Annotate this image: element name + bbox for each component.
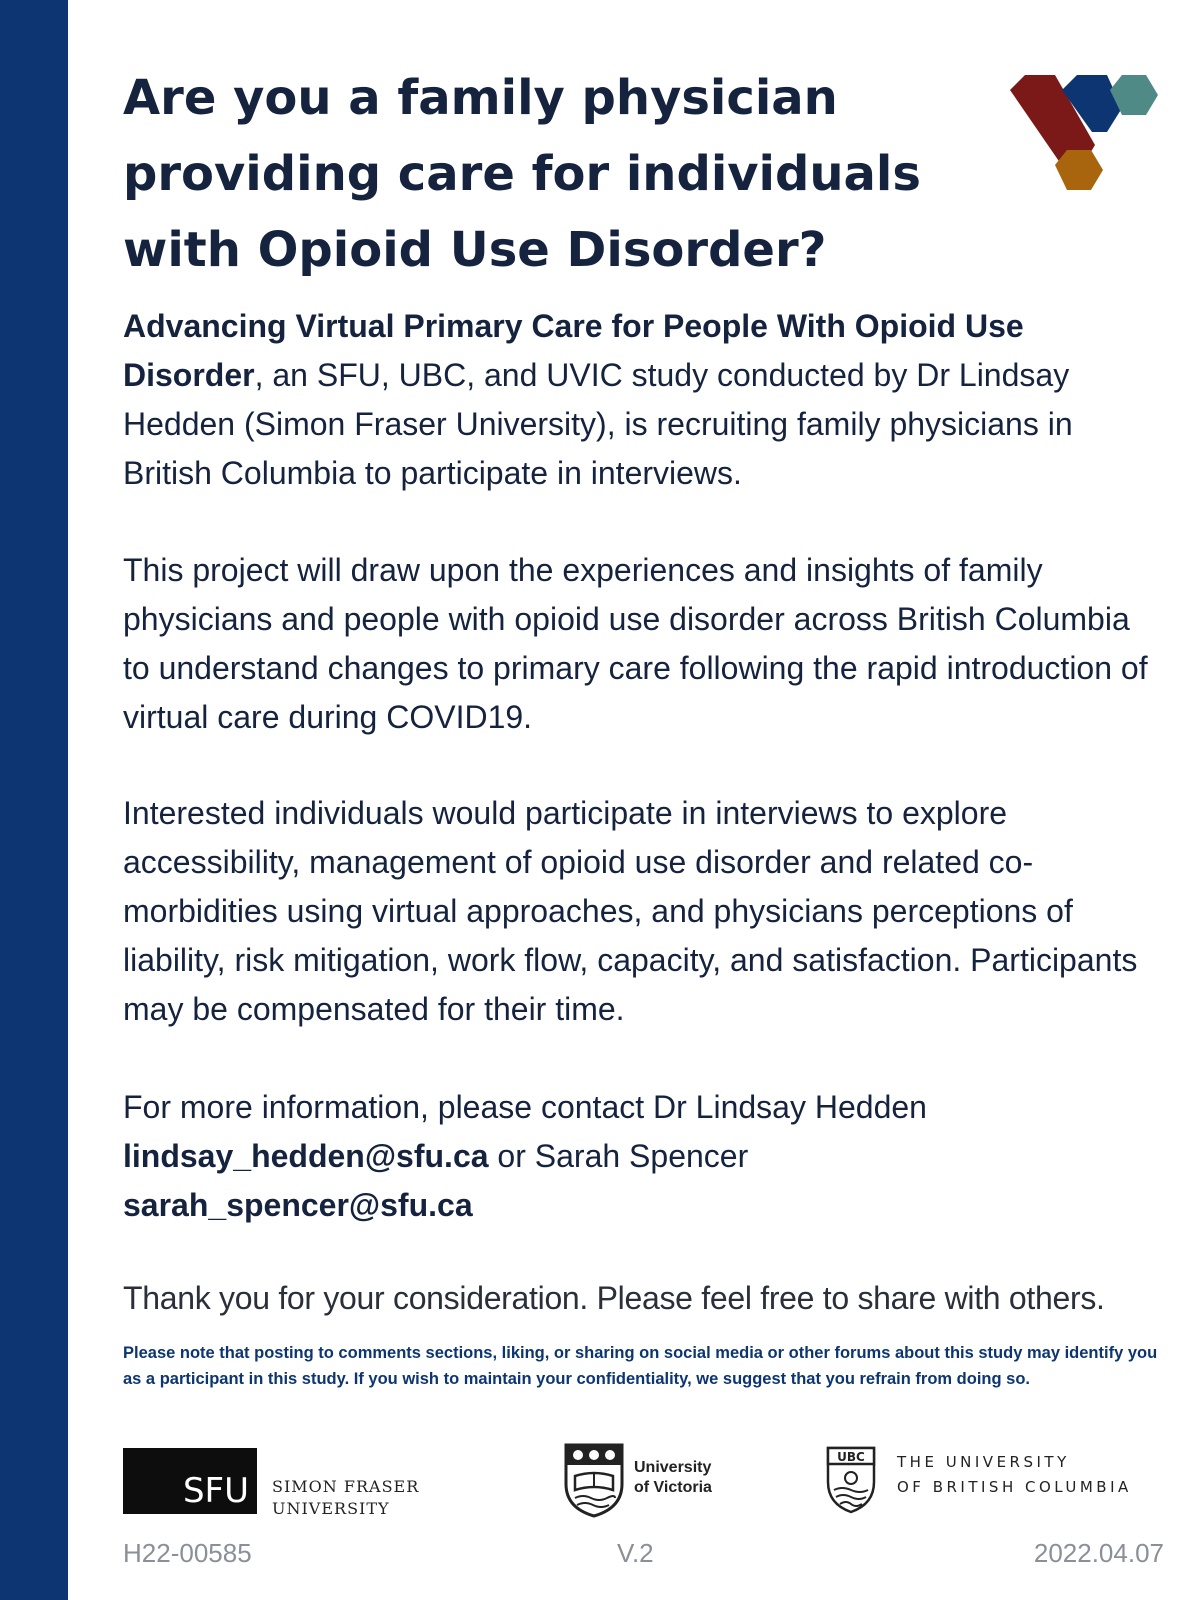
- contact-paragraph: [123, 1083, 1163, 1230]
- sfu-line2: UNIVERSITY: [272, 1499, 390, 1518]
- thanks-text: Thank you for your consideration. Please feel free to share with others.: [123, 1280, 1105, 1316]
- footer-version: V.2: [617, 1538, 654, 1568]
- intro-paragraph: [123, 302, 1163, 498]
- project-paragraph: This project will draw upon the experiences and insights of family physicians and people with opioid use disorder across British Columbia to understand changes to primary care following the rapid introduction of virtual care during COVID19.: [123, 552, 1148, 735]
- ubc-crest-icon: [826, 1446, 876, 1514]
- sfu-mark: SFU: [182, 1471, 249, 1511]
- uvic-crest-icon: [563, 1442, 625, 1518]
- footer-date: 2022.04.07: [1033, 1538, 1164, 1568]
- ubc-wordmark: [897, 1450, 1132, 1500]
- sfu-logo: [123, 1448, 257, 1514]
- study-name: Advancing Virtual Primary Care for People With Opioid Use Disorder: [123, 308, 1024, 393]
- contact-text-spencer: or Sarah Spencer: [488, 1138, 749, 1174]
- footer-code: H22-00585: [123, 1538, 252, 1568]
- study-logo-icon: [1010, 70, 1160, 200]
- ubc-mark: UBC: [837, 1450, 865, 1464]
- uvic-line2: of Victoria: [634, 1479, 712, 1496]
- sfu-line1: SIMON FRASER: [272, 1477, 420, 1496]
- privacy-note: Please note that posting to comments sections, liking, or sharing on social media or other forums about this study may identify you as a participant in this study. If you wish to maintain your confidentiality, we suggest that you refrain from doing so.: [123, 1344, 1158, 1388]
- contact-email-spencer[interactable]: sarah_spencer@sfu.ca: [123, 1187, 473, 1223]
- ubc-line1: THE UNIVERSITY: [897, 1453, 1070, 1471]
- interview-paragraph: Interested individuals would participate in interviews to explore accessibility, management of opioid use disorder and related co-morbidities using virtual approaches, and physicians perceptions of liability, risk mitigation, work flow, capacity, and satisfaction. Participants may be compensated for their time.: [123, 795, 1138, 1027]
- contact-email-hedden[interactable]: lindsay_hedden@sfu.ca: [123, 1138, 489, 1174]
- left-sidebar-bar: [0, 0, 68, 1600]
- ubc-line2: OF BRITISH COLUMBIA: [897, 1478, 1132, 1496]
- sfu-wordmark: [272, 1476, 419, 1520]
- page-title: Are you a family physician providing care for individuals with Opioid Use Disorder?: [123, 70, 921, 278]
- uvic-line1: University: [634, 1459, 712, 1476]
- uvic-wordmark: [634, 1458, 712, 1498]
- contact-text: For more information, please contact Dr Lindsay Hedden: [123, 1089, 927, 1125]
- intro-text: , an SFU, UBC, and UVIC study conducted by Dr Lindsay Hedden (Simon Fraser University), is recruiting family physicians in British Columbia to participate in interviews.: [123, 357, 1073, 491]
